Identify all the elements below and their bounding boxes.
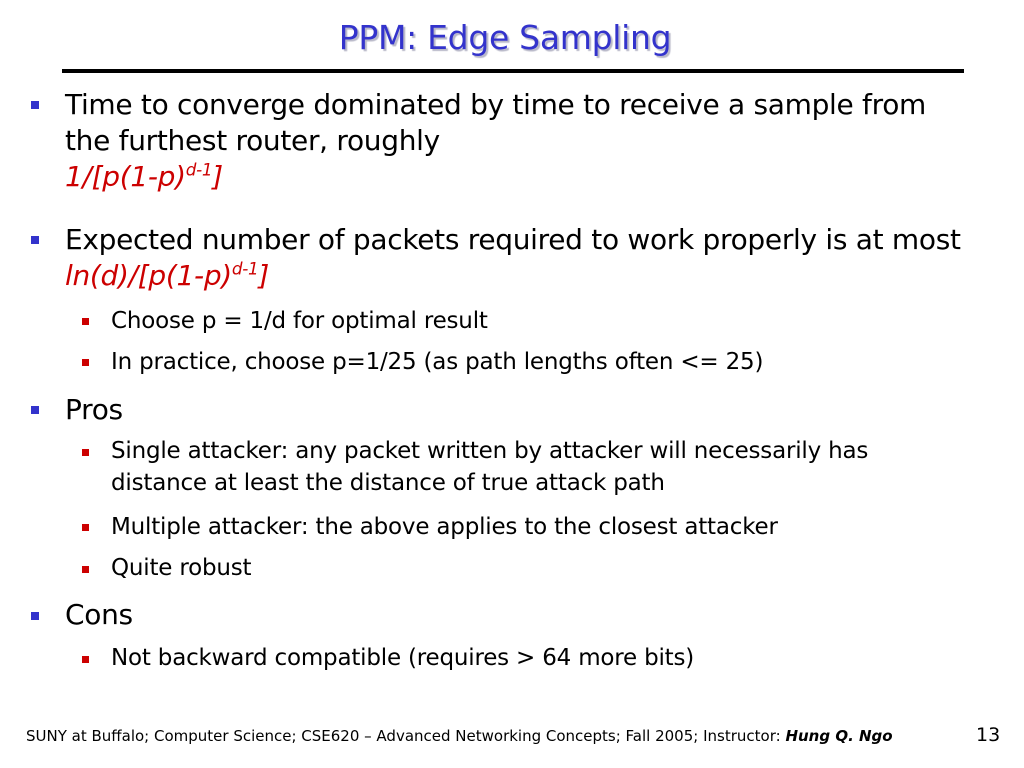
- page-number: 13: [976, 724, 1001, 746]
- footer-text: SUNY at Buffalo; Computer Science; CSE620 – Advanced Networking Concepts; Fall 2005; Instructor:: [26, 727, 781, 745]
- formula-main: ln(d)/[p(1-p): [65, 259, 232, 292]
- bullet-text: Time to converge dominated by time to receive a sample from the furthest router, roughly: [65, 88, 927, 157]
- formula-main: 1/[p(1-p): [65, 160, 186, 193]
- title-divider: [62, 69, 964, 73]
- formula-superscript: d-1: [231, 258, 259, 279]
- sub-item-quite-robust: Quite robust: [111, 555, 252, 581]
- sub-item-not-backward-compatible: Not backward compatible (requires > 64 more bits): [111, 645, 695, 671]
- sub-bullet-marker: [82, 656, 89, 663]
- slide-footer: [26, 727, 893, 745]
- bullet-item-pros: Pros: [65, 393, 123, 426]
- bullet-item-cons: Cons: [65, 598, 133, 631]
- sub-item-multiple-attacker: Multiple attacker: the above applies to the closest attacker: [111, 514, 778, 540]
- bullet-text: Expected number of packets required to work properly is at most: [65, 223, 961, 256]
- bullet-marker: [31, 612, 39, 620]
- sub-bullet-marker: [82, 566, 89, 573]
- footer-instructor: Hung Q. Ngo: [785, 727, 893, 745]
- sub-bullet-marker: [82, 524, 89, 531]
- bullet-item-converge-time: [65, 87, 970, 195]
- formula-expected-packets: [65, 259, 269, 292]
- sub-item-choose-p: Choose p = 1/d for optimal result: [111, 308, 488, 334]
- sub-bullet-marker: [82, 318, 89, 325]
- bullet-marker: [31, 236, 39, 244]
- formula-end: ]: [258, 259, 270, 292]
- sub-bullet-marker: [82, 449, 89, 456]
- slide-title: PPM: Edge Sampling: [338, 18, 672, 57]
- sub-item-in-practice: In practice, choose p=1/25 (as path lengths often <= 25): [111, 349, 764, 375]
- bullet-item-expected-packets: [65, 222, 970, 294]
- formula-superscript: d-1: [185, 159, 213, 180]
- sub-bullet-marker: [82, 359, 89, 366]
- formula-converge-time: [65, 160, 223, 193]
- bullet-marker: [31, 101, 39, 109]
- formula-end: ]: [212, 160, 223, 193]
- bullet-marker: [31, 406, 39, 414]
- sub-item-single-attacker: Single attacker: any packet written by attacker will necessarily has distance at least the distance of true attack path: [111, 438, 869, 496]
